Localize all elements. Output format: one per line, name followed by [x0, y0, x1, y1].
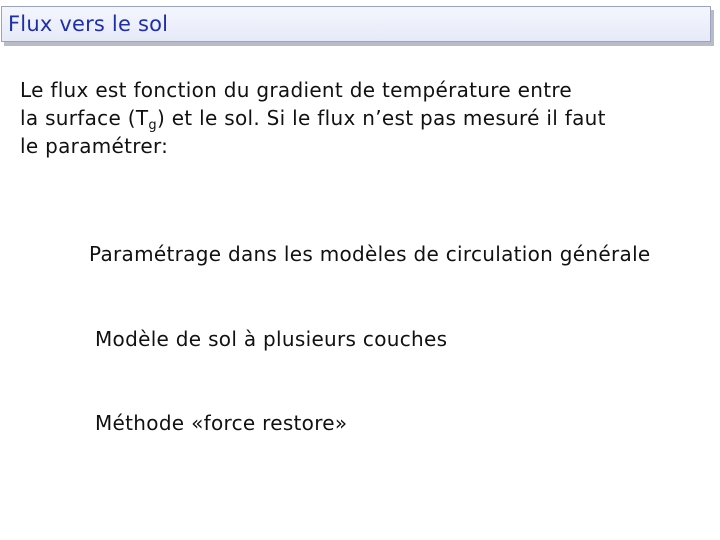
intro-paragraph — [20, 76, 700, 160]
title-bar — [1, 6, 711, 42]
surface-temperature-subscript: g — [148, 118, 157, 133]
intro-line-2-start: la surface (T — [20, 106, 149, 130]
slide-title: Flux vers le sol — [8, 12, 169, 36]
intro-line-2-end: ) et le sol. Si le flux n’est pas mesuré il faut — [156, 106, 606, 130]
intro-line-2 — [20, 104, 700, 132]
list-item-force-restore-method: Méthode «force restore» — [95, 411, 348, 435]
intro-line-3: le paramétrer: — [20, 134, 169, 158]
list-item-gcm-parametrization: Paramétrage dans les modèles de circulation générale — [89, 242, 651, 266]
intro-line-1: Le flux est fonction du gradient de température entre — [20, 78, 573, 102]
list-item-multilayer-soil-model: Modèle de sol à plusieurs couches — [95, 327, 448, 351]
